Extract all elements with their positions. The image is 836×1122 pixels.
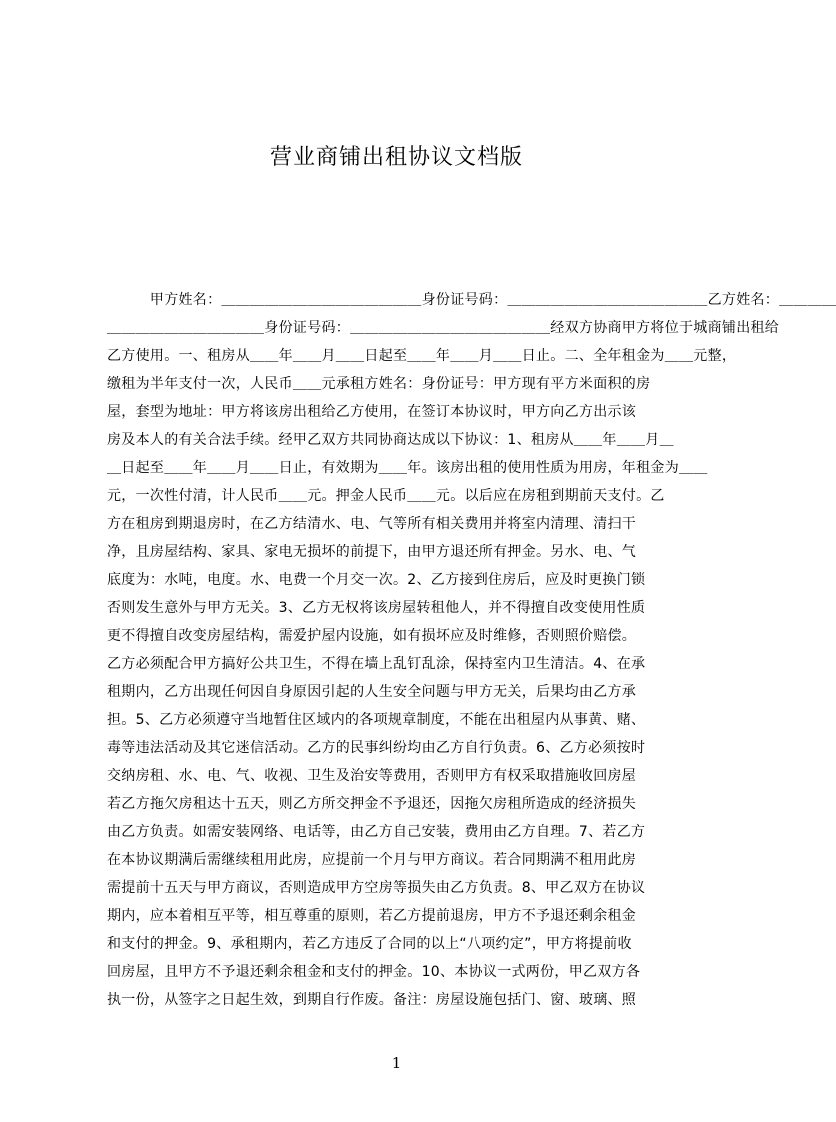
body-line: 在本协议期满后需继续租用此房，应提前一个月与甲方商议。若合同期满不租用此房 (107, 852, 637, 868)
body-line: 担。5、乙方必须遵守当地暂住区域内的各项规章制度，不能在出租屋内从事黄、赌、 (107, 712, 646, 728)
page-number: 1 (391, 1054, 402, 1072)
body-line: 房及本人的有关合法手续。经甲乙双方共同协商达成以下协议：1、租房从＿＿年＿＿月＿ (107, 432, 674, 448)
body-line: 净，且房屋结构、家具、家电无损坏的前提下，由甲方退还所有押金。另水、电、气 (107, 544, 637, 560)
body-line: 和支付的押金。9、承租期内，若乙方违反了合同的以上“八项约定”，甲方将提前收 (107, 936, 632, 952)
agreement-body (107, 286, 836, 1008)
body-line: 需提前十五天与甲方商议，否则造成甲方空房等损失由乙方负责。8、甲乙双方在协议 (107, 880, 646, 896)
body-line: 方在租房到期退房时，在乙方结清水、电、气等所有相关费用并将室内清理、清扫干 (107, 516, 637, 532)
document-title: 营业商铺出租协议文档版 (269, 145, 523, 170)
body-line: ＿日起至＿＿年＿＿月＿＿日止，有效期为＿＿年。该房出租的使用性质为用房，年租金为＿＿ (107, 460, 708, 476)
body-line: 更不得擅自改变房屋结构，需爱护屋内设施，如有损坏应及时维修，否则照价赔偿。 (107, 628, 637, 644)
body-line: 毒等违法活动及其它迷信活动。乙方的民事纠纷均由乙方自行负责。6、乙方必须按时 (107, 740, 646, 756)
body-line: 若乙方拖欠房租达十五天，则乙方所交押金不予退还，因拖欠房租所造成的经济损失 (107, 796, 637, 812)
body-line: 缴租为半年支付一次，人民币＿＿元承租方姓名：身份证号：甲方现有平方米面积的房 (107, 376, 651, 392)
body-line: 执一份，从签字之日起生效，到期自行作废。备注：房屋设施包括门、窗、玻璃、照 (107, 992, 637, 1008)
body-line: 乙方必须配合甲方搞好公共卫生，不得在墙上乱钉乱涂，保持室内卫生清洁。4、在承 (107, 656, 646, 672)
body-line: 由乙方负责。如需安装网络、电话等，由乙方自己安装，费用由乙方自理。7、若乙方 (107, 824, 646, 840)
body-line: 否则发生意外与甲方无关。3、乙方无权将该房屋转租他人，并不得擅自改变使用性质 (107, 600, 646, 616)
body-line: 交纳房租、水、电、气、收视、卫生及治安等费用，否则甲方有权采取措施收回房屋 (107, 768, 637, 784)
body-line: 元，一次性付清，计人民币＿＿元。押金人民币＿＿元。以后应在房租到期前天支付。乙 (107, 488, 665, 504)
body-line: 甲方姓名：＿＿＿＿＿＿＿＿＿＿＿＿＿＿身份证号码：＿＿＿＿＿＿＿＿＿＿＿＿＿＿乙方姓名：＿＿＿＿ (107, 292, 836, 308)
body-line: 回房屋，且甲方不予退还剩余租金和支付的押金。10、本协议一式两份，甲乙双方各 (107, 964, 641, 980)
body-line: 屋，套型为地址：甲方将该房出租给乙方使用，在签订本协议时，甲方向乙方出示该 (107, 404, 637, 420)
body-line: 底度为：水吨，电度。水、电费一个月交一次。2、乙方接到住房后，应及时更换门锁 (107, 572, 646, 588)
body-line: ＿＿＿＿＿＿＿＿＿＿＿身份证号码：＿＿＿＿＿＿＿＿＿＿＿＿＿＿经双方协商甲方将位于城商铺出租给 (107, 320, 780, 336)
body-line: 乙方使用。一、租房从＿＿年＿＿月＿＿日起至＿＿年＿＿月＿＿日止。二、全年租金为＿＿元整， (107, 348, 737, 364)
body-line: 租期内，乙方出现任何因自身原因引起的人生安全问题与甲方无关，后果均由乙方承 (107, 684, 637, 700)
body-line: 期内，应本着相互平等，相互尊重的原则，若乙方提前退房，甲方不予退还剩余租金 (107, 908, 637, 924)
